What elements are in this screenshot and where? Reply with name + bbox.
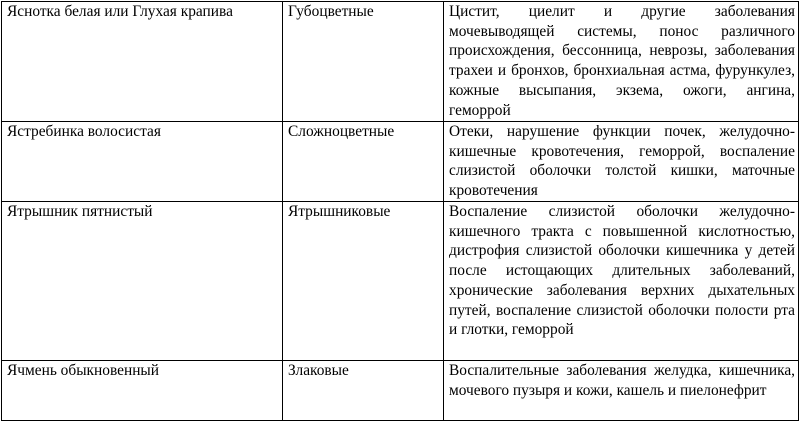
table-row — [2, 122, 799, 202]
table-row — [2, 202, 799, 361]
table-body — [2, 2, 799, 421]
plant-uses-cell: Воспаление слизистой оболочки желудочно-кишечного тракта с повышенной кислотностью, дистрофия слизистой оболочки кишечника у детей после истощающих длительных заболеваний, хронические заболевания верхних дыхательных путей, воспаление слизистой оболочки полости рта и глотки, геморрой — [444, 202, 799, 361]
plant-family-cell: Сложноцветные — [283, 122, 444, 202]
plant-name-cell: Ятрышник пятнистый — [2, 202, 283, 361]
plant-name-cell: Яснотка белая или Глухая крапива — [2, 2, 283, 122]
medicinal-plants-table — [1, 1, 799, 421]
plant-uses-cell: Отеки, нарушение функции почек, желудочно-кишечные кровотечения, геморрой, воспаление слизистой оболочки толстой кишки, маточные кровотечения — [444, 122, 799, 202]
plant-name-cell: Ястребинка волосистая — [2, 122, 283, 202]
table-row — [2, 2, 799, 122]
table-row — [2, 361, 799, 421]
plant-uses-cell: Цистит, циелит и другие заболевания мочевыводящей системы, понос различного происхождения, бессонница, неврозы, заболевания трахеи и бронхов, бронхиальная астма, фурункулез, кожные высыпания, экзема, ожоги, ангина, геморрой — [444, 2, 799, 122]
plant-name-cell: Ячмень обыкновенный — [2, 361, 283, 421]
plant-uses-cell: Воспалительные заболевания желудка, кишечника, мочевого пузыря и кожи, кашель и пиелонефрит — [444, 361, 799, 421]
plant-family-cell: Губоцветные — [283, 2, 444, 122]
plant-family-cell: Злаковые — [283, 361, 444, 421]
plant-family-cell: Ятрышниковые — [283, 202, 444, 361]
